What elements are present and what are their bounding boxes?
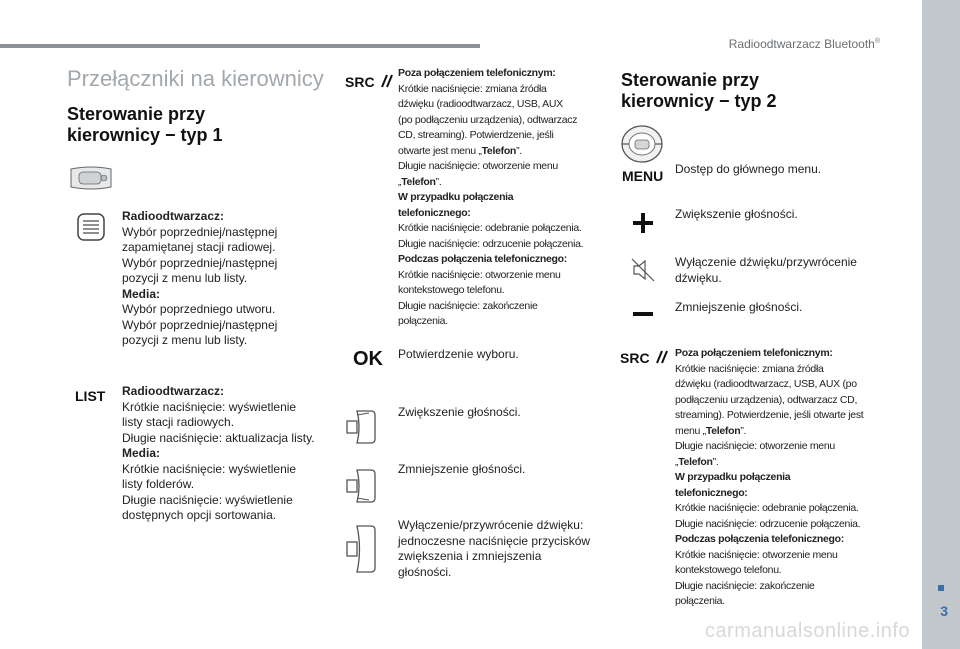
volume-up-button-icon [345, 409, 377, 445]
mute-description: Wyłączenie/przywrócenie dźwięku: jednoczesne naciśnięcie przycisków zwiększenia i zmniejszenia głośności. [398, 518, 591, 579]
mute-type2-description: Wyłączenie dźwięku/przywrócenie dźwięku. [675, 255, 857, 285]
src-description: Poza połączeniem telefonicznym: Krótkie naciśnięcie: zmiana źródła dźwięku (radioodtwarzacz, USB, AUX (po podłączeniu urządzenia), odtwarzacz CD, streaming). Potwierdzenie, jeśli otwarte jest menu „Telefon”. Długie naciśnięcie: otworzenie menu „Telefon”. W przypadku połączenia telefonicznego: Krótkie naciśnięcie: odebranie połączenia. Długie naciśnięcie: odrzucenie połączenia. Podczas połączenia telefonicznego: Krótkie naciśnięcie: otworzenie menu kontekstowego telefonu. Długie naciśnięcie: zakończenie połączenia. [398, 67, 584, 327]
list-key: LIST [75, 388, 106, 404]
volume-down-button-icon [345, 468, 377, 504]
mute-icon [630, 257, 656, 283]
header-rule [0, 44, 480, 48]
plus-icon [632, 212, 654, 234]
menu-key: MENU [622, 168, 664, 184]
minus-description: Zmniejszenie głośności. [675, 300, 803, 314]
volume-mute-button-icon [345, 524, 377, 574]
thumbwheel-icon [76, 212, 106, 242]
section-title-type1: Sterowanie przy kierownicy − typ 1 [67, 104, 223, 145]
src-type2-description: Poza połączeniem telefonicznym: Krótkie naciśnięcie: zmiana źródła dźwięku (radioodtwarzacz, USB, AUX (po podłączeniu urządzenia), odtwarzacz CD, streaming). Potwierdzenie, jeśli otwarte jest menu „Telefon”. Długie naciśnięcie: otworzenie menu „Telefon”. W przypadku połączenia telefonicznego: Krótkie naciśnięcie: odebranie połączenia. Długie naciśnięcie: odrzucenie połączenia. Podczas połączenia telefonicznego: Krótkie naciśnięcie: otworzenie menu kontekstowego telefonu. Długie naciśnięcie: zakończenie połączenia. [675, 347, 864, 607]
src-key-type2: SRC [620, 350, 669, 366]
phone-handset-icon [653, 350, 669, 364]
watermark: carmanualsonline.info [704, 620, 910, 642]
minus-icon [632, 311, 654, 317]
plus-description: Zwiększenie głośności. [675, 207, 798, 221]
menu-description: Dostęp do głównego menu. [675, 162, 822, 176]
side-tab [922, 0, 960, 649]
volume-down-description: Zmniejszenie głośności. [398, 462, 526, 476]
phone-handset-icon [378, 74, 394, 88]
steering-wheel-icon [620, 124, 664, 164]
steering-control-type1-icon [68, 165, 114, 191]
src-key: SRC [345, 74, 394, 90]
page-number: 3 [940, 603, 948, 619]
section-title-type2: Sterowanie przy kierownicy − typ 2 [621, 70, 777, 111]
volume-up-description: Zwiększenie głośności. [398, 405, 521, 419]
type1-list-description: Radioodtwarzacz: Krótkie naciśnięcie: wyświetlenie listy stacji radiowych. Długie naciśnięcie: aktualizacja listy. Media: Krótkie naciśnięcie: wyświetlenie listy folderów. Długie naciśnięcie: wyświetlenie dostępnych opcji sortowania. [122, 384, 315, 522]
page-marker [938, 585, 944, 591]
page-title: Przełączniki na kierownicy [67, 66, 324, 91]
ok-key: OK [353, 348, 383, 370]
ok-description: Potwierdzenie wyboru. [398, 347, 519, 361]
header-title: Radioodtwarzacz Bluetooth® [728, 37, 880, 51]
type1-arrows-description: Radioodtwarzacz: Wybór poprzedniej/następnej zapamiętanej stacji radiowej. Wybór poprzedniej/następnej pozycji z menu lub listy. Media: Wybór poprzedniego utworu. Wybór poprzedniej/następnej pozycji z menu lub listy. [122, 209, 278, 347]
